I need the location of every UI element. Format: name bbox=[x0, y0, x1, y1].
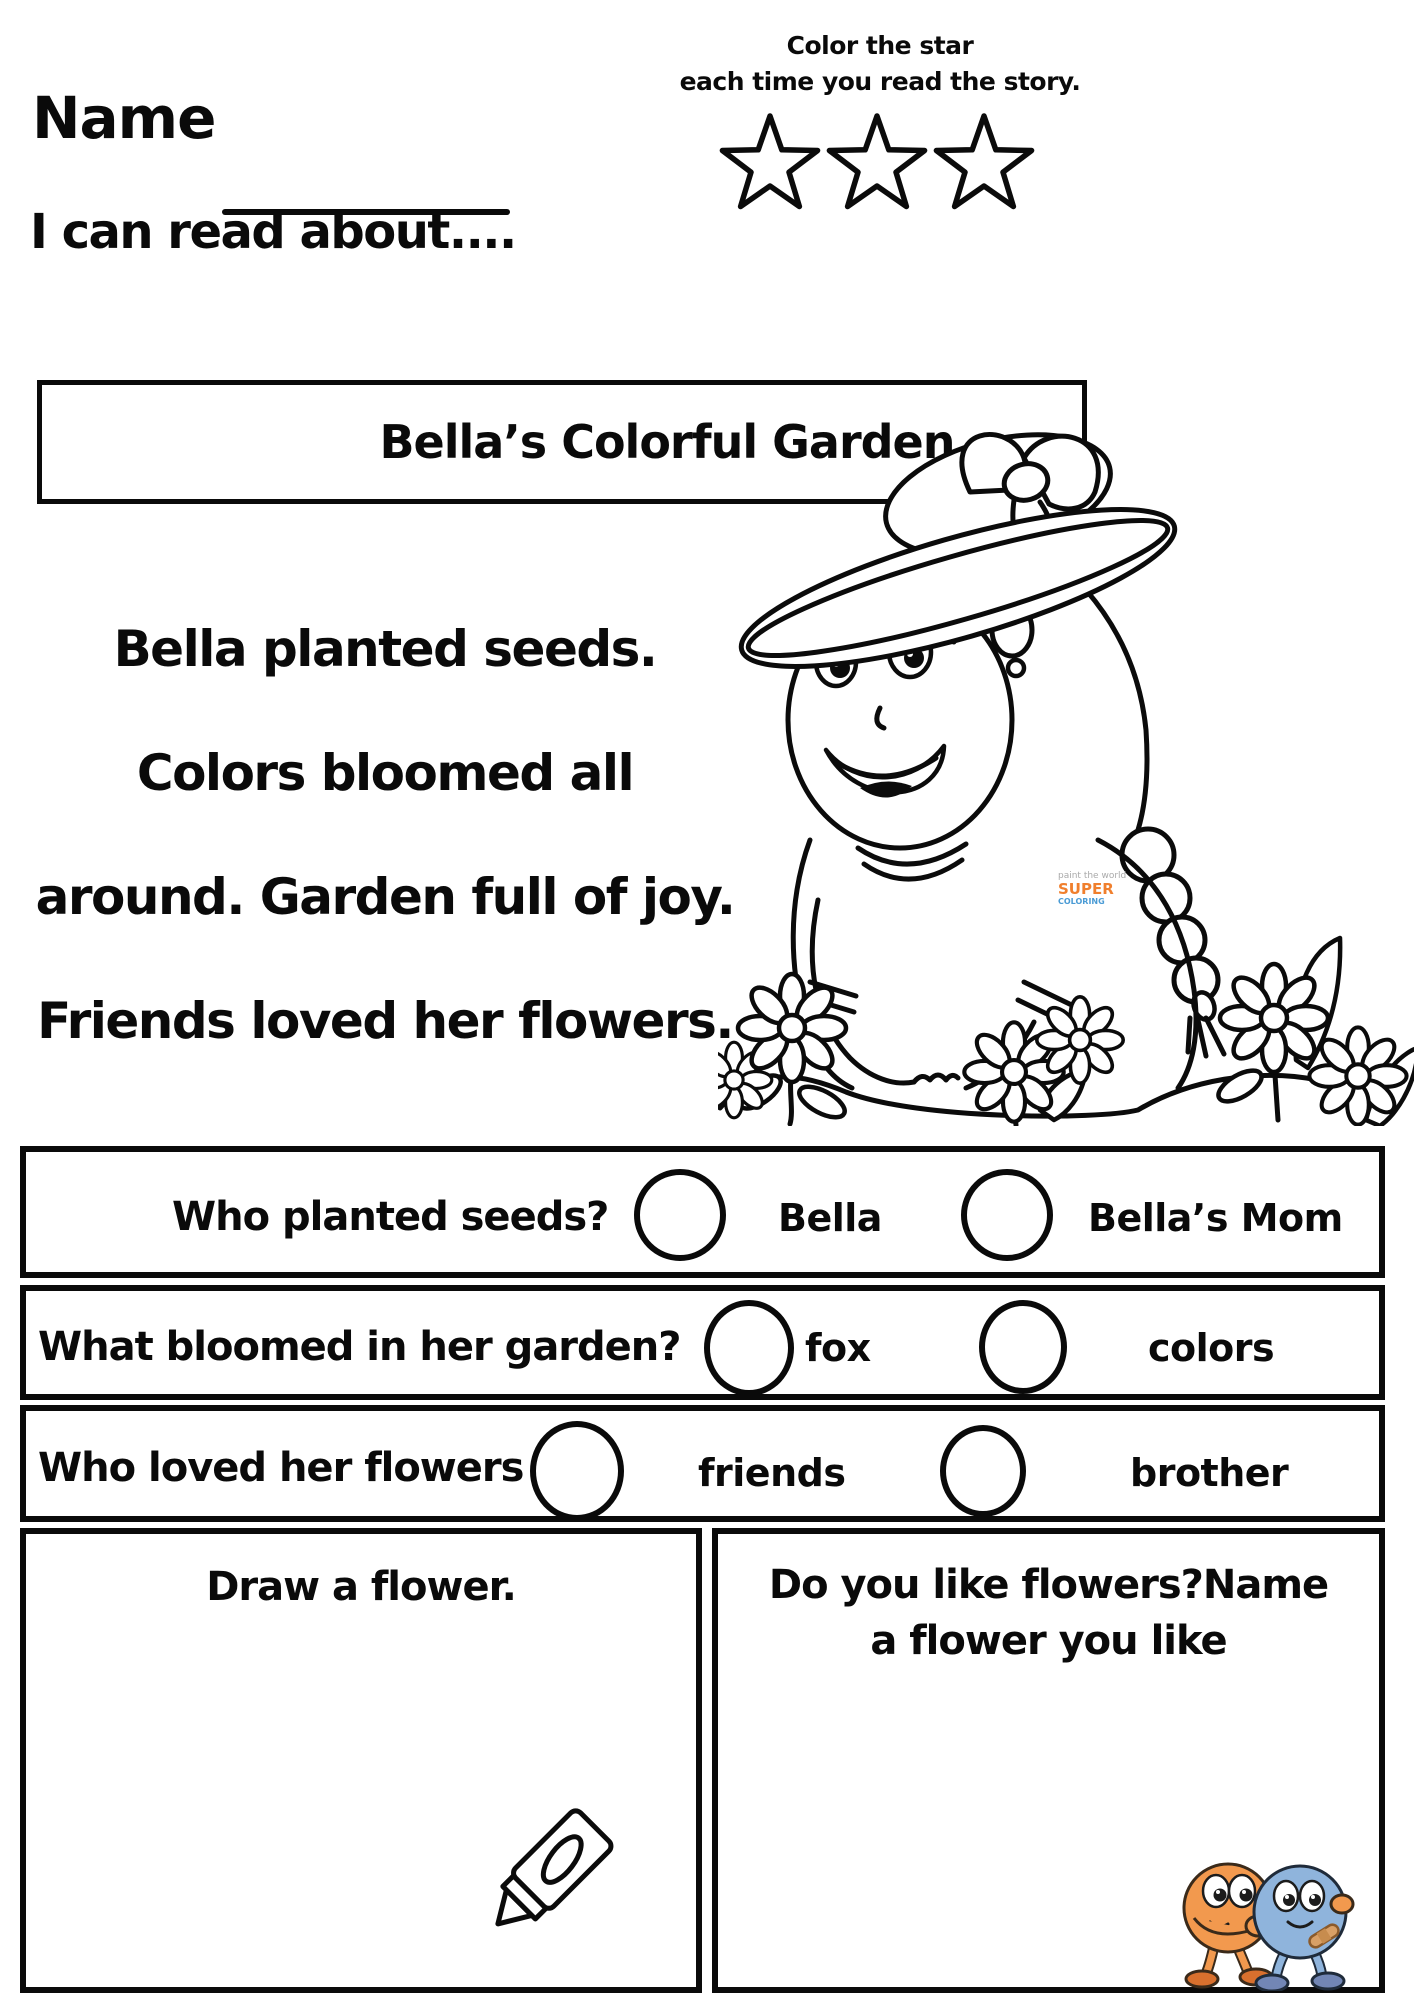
star-icon[interactable] bbox=[829, 116, 924, 207]
story-line: Bella planted seeds. bbox=[113, 620, 657, 678]
answer-bubble[interactable] bbox=[530, 1421, 624, 1521]
answer-option: brother bbox=[1130, 1451, 1289, 1495]
crayon-icon bbox=[466, 1786, 656, 1971]
draw-prompt: Draw a flower. bbox=[206, 1564, 516, 1610]
question-text: Who planted seeds? bbox=[172, 1194, 609, 1240]
answer-option: fox bbox=[805, 1326, 871, 1370]
story-line: Colors bloomed all bbox=[136, 744, 634, 802]
watermark-brand-bottom: COLORING bbox=[1058, 897, 1105, 906]
star-instruction bbox=[650, 28, 1110, 101]
star-icon[interactable] bbox=[936, 116, 1031, 207]
daisy-flower bbox=[1214, 938, 1414, 1126]
answer-bubble[interactable] bbox=[940, 1425, 1026, 1517]
answer-bubble[interactable] bbox=[634, 1169, 726, 1261]
answer-option: colors bbox=[1148, 1326, 1275, 1370]
reading-stars bbox=[712, 110, 1042, 220]
answer-bubble[interactable] bbox=[979, 1300, 1067, 1394]
story-line: Friends loved her flowers. bbox=[37, 992, 733, 1050]
watermark-brand-top: SUPER bbox=[1058, 880, 1114, 898]
daisy-flower bbox=[964, 997, 1123, 1125]
answer-option: friends bbox=[698, 1451, 846, 1495]
story-title: Bella’s Colorful Garden bbox=[379, 415, 955, 469]
name-label: Name bbox=[32, 84, 216, 152]
like-prompt-line2: a flower you like bbox=[870, 1618, 1227, 1664]
answer-option: Bella’s Mom bbox=[1088, 1196, 1343, 1240]
question-row-1 bbox=[20, 1146, 1385, 1278]
answer-bubble[interactable] bbox=[704, 1300, 794, 1396]
question-row-2 bbox=[20, 1285, 1385, 1400]
question-text: Who loved her flowers bbox=[38, 1445, 524, 1491]
star-instruction-line2: each time you read the story. bbox=[679, 67, 1081, 97]
star-icon[interactable] bbox=[722, 116, 817, 207]
question-row-3 bbox=[20, 1405, 1385, 1522]
story-line: around. Garden full of joy. bbox=[35, 868, 735, 926]
star-instruction-line1: Color the star bbox=[786, 31, 974, 60]
supercoloring-watermark bbox=[1058, 871, 1126, 906]
answer-option: Bella bbox=[778, 1196, 882, 1240]
draw-area-box[interactable] bbox=[20, 1528, 702, 1993]
question-text: What bloomed in her garden? bbox=[38, 1324, 681, 1370]
mascots-illustration bbox=[1176, 1846, 1361, 1991]
answer-bubble[interactable] bbox=[961, 1169, 1053, 1261]
girl-gardening-illustration bbox=[718, 420, 1414, 1126]
write-area-box[interactable] bbox=[712, 1528, 1385, 1993]
read-about-heading: I can read about.... bbox=[30, 204, 516, 260]
like-prompt-line1: Do you like flowers?Name bbox=[768, 1562, 1329, 1608]
watermark-tagline: paint the world bbox=[1058, 871, 1127, 881]
